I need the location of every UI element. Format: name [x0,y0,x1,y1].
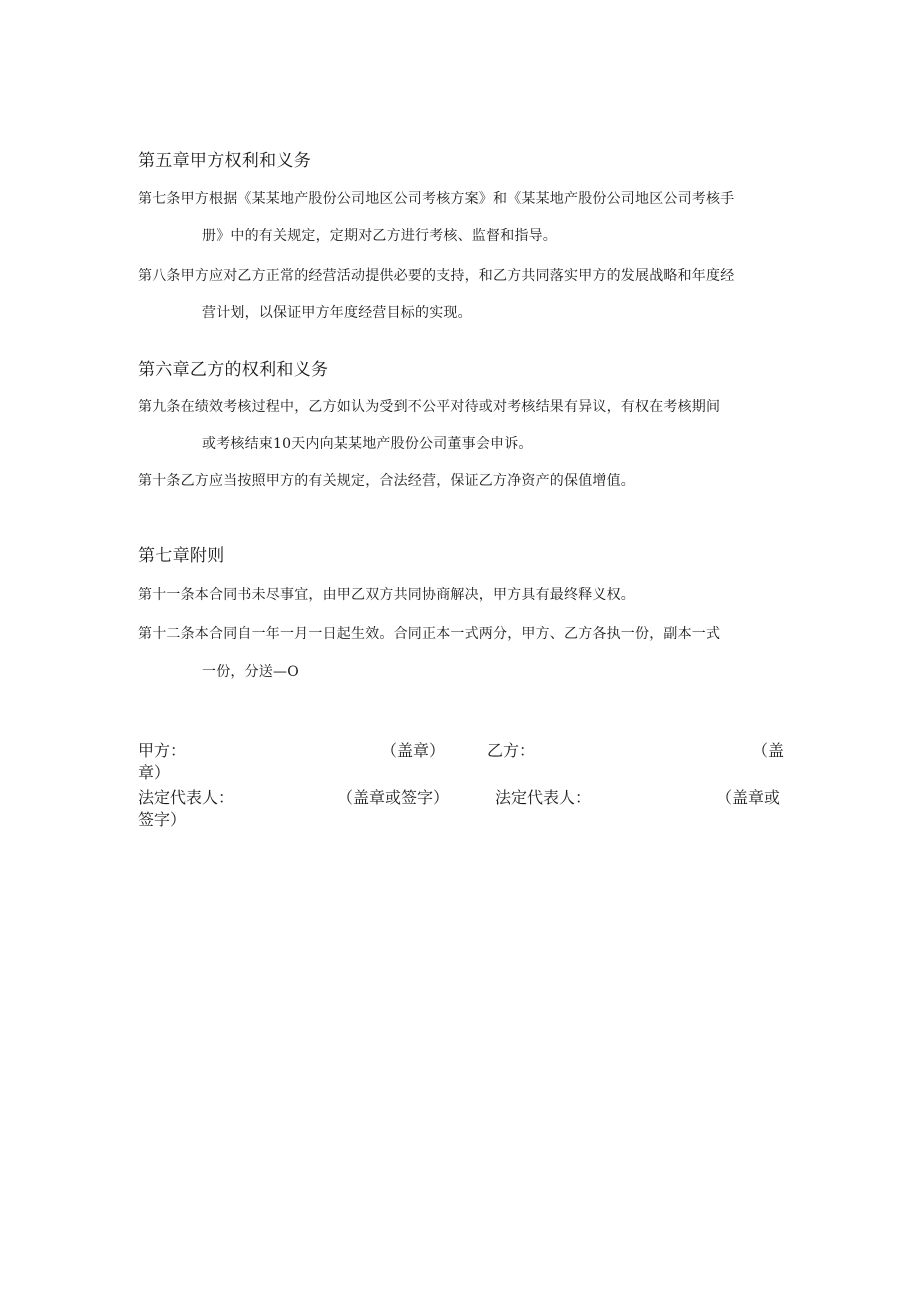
chapter-7-heading: 第七章附则 [138,546,225,566]
party-b-label: 乙方： [487,741,536,760]
rep-a-seal: （盖章或签字） [337,788,450,807]
article-12-line-1: 第十二条本合同自一年一月一日起生效。合同正本一式两分，甲方、乙方各执一份，副本一式 [138,626,721,642]
chapter-6-heading: 第六章乙方的权利和义务 [138,360,329,380]
party-b-seal-part-1: （盖 [752,741,785,760]
chapter-5-heading: 第五章甲方权利和义务 [138,151,311,171]
article-10-line-1: 第十条乙方应当按照甲方的有关规定，合法经营，保证乙方净资产的保值增值。 [138,473,635,489]
article-9-line-2: 或考核结束10天内向某某地产股份公司董事会申诉。 [202,436,533,452]
rep-a-label: 法定代表人： [138,788,235,807]
rep-b-label: 法定代表人： [495,788,592,807]
article-11-line-1: 第十一条本合同书未尽事宜，由甲乙双方共同协商解决，甲方具有最终释义权。 [138,587,635,603]
rep-b-seal-part-1: （盖章或 [716,788,781,807]
article-7-line-1: 第七条甲方根据《某某地产股份公司地区公司考核方案》和《某某地产股份公司地区公司考核手 [138,191,735,207]
article-8-line-2: 营计划，以保证甲方年度经营目标的实现。 [202,305,472,321]
rep-b-seal-part-2: 签字） [138,810,187,829]
party-a-seal: （盖章） [381,741,446,760]
article-12-line-2: 一份，分送—O [202,664,299,680]
article-9-line-1: 第九条在绩效考核过程中，乙方如认为受到不公平对待或对考核结果有异议，有权在考核期间 [138,399,721,415]
party-b-seal-part-2: 章） [138,763,171,782]
article-7-line-2: 册》中的有关规定，定期对乙方进行考核、监督和指导。 [202,228,557,244]
party-a-label: 甲方： [138,741,187,760]
article-8-line-1: 第八条甲方应对乙方正常的经营活动提供必要的支持，和乙方共同落实甲方的发展战略和年度经 [138,268,735,284]
